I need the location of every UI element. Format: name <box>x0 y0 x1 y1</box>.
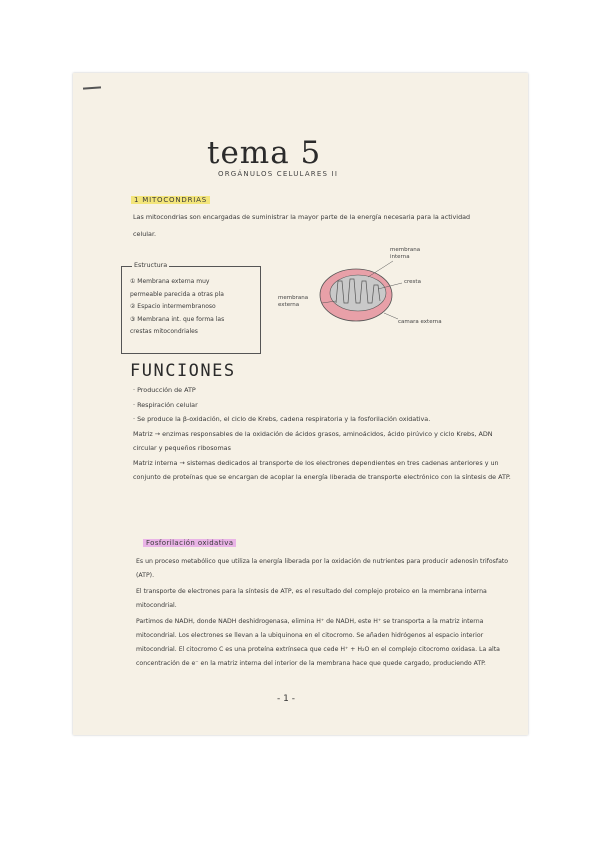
funciones-list <box>133 383 513 485</box>
page-number: - 1 - <box>277 694 295 704</box>
label-membrana-externa: membrana externa <box>278 295 309 308</box>
label-membrana-interna: membrana interna <box>390 247 421 260</box>
structure-item: ② Espacio intermembranoso <box>130 303 216 310</box>
section-heading-fosforilacion <box>143 539 236 547</box>
pen-mark <box>83 86 101 89</box>
outer-space-pointer <box>384 313 398 319</box>
fosforilacion-text <box>136 555 511 673</box>
fosforilacion-paragraph: Es un proceso metabólico que utiliza la energía liberada por la oxidación de nutrientes para producir adenosín trifosfato (ATP). <box>136 558 509 579</box>
notebook-page <box>73 73 528 735</box>
section2-heading-text: Fosforilación oxidativa <box>143 539 236 547</box>
structure-box-label: Estructura <box>134 261 168 269</box>
intro-paragraph: Las mitocondrias son encargadas de suministrar la mayor parte de la energía necesaria para la actividad celular. <box>133 213 471 238</box>
section-heading-mitocondrias <box>131 196 210 204</box>
funcion-item: · Se produce la β-oxidación, el ciclo de Krebs, cadena respiratoria y la fosforilación oxidativa. <box>133 415 431 423</box>
structure-box <box>121 261 261 354</box>
structure-item: permeable parecida a otras pla <box>130 290 224 298</box>
mitochondria-diagram <box>278 245 468 335</box>
label-cresta: cresta <box>404 279 421 285</box>
label-camara-externa: camara externa <box>398 319 442 325</box>
structure-item: ③ Membrana int. que forma las <box>130 315 225 323</box>
fosforilacion-paragraph: Partimos de NADH, donde NADH deshidrogenasa, elimina H⁺ de NADH, este H⁺ se transporta a la matriz interna mitocondrial. Los electrones se llevan a la ubiquinona en el citocromo. Se añaden hidrógenos al espacio interior mitocondrial. El citocromo C es una proteína extrínseca que cede H⁺ + H₂O en el complejo citocromo oxidasa. La alta concentración de e⁻ en la matriz interna del interior de la membrana hace que quede cargado, produciendo ATP. <box>136 618 500 667</box>
section-heading-text: 1 MITOCONDRIAS <box>131 196 210 204</box>
inner-membrane-shape <box>330 275 386 311</box>
structure-item: crestas mitocondriales <box>130 328 198 335</box>
structure-item: ① Membrana externa muy <box>130 278 210 285</box>
page-title: tema 5 <box>207 135 322 171</box>
page-subtitle: ORGÁNULOS CELULARES II <box>218 170 339 178</box>
funcion-item: Matriz → enzimas responsables de la oxidación de ácidos grasos, aminoácidos, ácido pirúvico y ciclo Krebs, ADN circular y pequeños ribosomas <box>133 429 493 452</box>
funcion-item: · Respiración celular <box>133 400 198 409</box>
fosforilacion-paragraph: El transporte de electrones para la síntesis de ATP, es el resultado del complejo proteico en la membrana interna mitocondrial. <box>136 588 487 609</box>
inner-membrane-pointer <box>368 261 393 277</box>
funciones-heading: FUNCIONES <box>130 361 236 381</box>
funcion-item: · Producción de ATP <box>133 386 196 394</box>
structure-list <box>130 276 258 339</box>
funcion-item: Matriz interna → sistemas dedicados al transporte de los electrones dependientes en tres cadenas anteriores y un conjunto de proteínas que se encargan de acoplar la energía liberada de transporte electrónico con la síntesis de ATP. <box>133 458 511 481</box>
